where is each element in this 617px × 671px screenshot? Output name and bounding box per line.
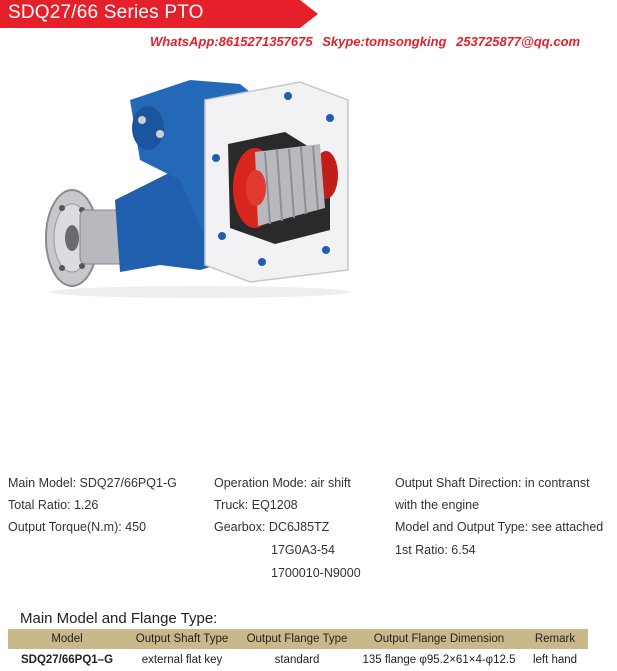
email-contact: 253725877@qq.com	[456, 34, 581, 49]
skype-contact: Skype:tomsongking	[322, 34, 447, 49]
cell-output-flange-type: standard	[274, 654, 320, 666]
table-row	[8, 649, 588, 671]
header-output-flange-type: Output Flange Type	[238, 629, 356, 649]
spec-gearbox-line2: 17G0A3-54	[271, 543, 335, 557]
spec-model-output-type: Model and Output Type: see attached	[395, 520, 604, 534]
spec-total-ratio: Total Ratio: 1.26	[8, 498, 99, 512]
spec-main-model: Main Model: SDQ27/66PQ1-G	[8, 476, 177, 490]
header-remark: Remark	[522, 629, 588, 649]
spec-output-shaft-direction: Output Shaft Direction: in contranst	[395, 476, 590, 490]
spec-block	[0, 468, 617, 586]
cell-output-shaft-type: external flat key	[141, 654, 223, 666]
spec-gearbox-line3: 1700010-N9000	[271, 566, 361, 580]
page-title: SDQ27/66 Series PTO	[8, 2, 204, 23]
spec-gearbox: Gearbox: DC6J85TZ	[214, 520, 330, 534]
spec-operation-mode: Operation Mode: air shift	[214, 476, 351, 490]
spec-output-shaft-direction-line2: with the engine	[395, 498, 480, 512]
header-model: Model	[8, 629, 126, 649]
spec-output-torque: Output Torque(N.m): 450	[8, 520, 147, 534]
whatsapp-contact: WhatsApp:8615271357675	[150, 34, 313, 49]
header-output-shaft-type: Output Shaft Type	[126, 629, 238, 649]
spec-first-ratio: 1st Ratio: 6.54	[395, 543, 476, 557]
cell-remark: left hand	[532, 654, 578, 666]
pto-product-image	[30, 60, 370, 300]
cell-model: SDQ27/66PQ1–G	[20, 654, 114, 666]
contact-line	[150, 34, 586, 49]
flange-table-header-row	[8, 629, 588, 649]
flange-section-title: Main Model and Flange Type:	[20, 610, 218, 627]
flange-table	[8, 629, 588, 671]
cell-output-flange-dimension: 135 flange φ95.2×61×4-φ12.5	[362, 654, 516, 666]
spec-truck: Truck: EQ1208	[214, 498, 298, 512]
header-output-flange-dimension: Output Flange Dimension	[356, 629, 522, 649]
